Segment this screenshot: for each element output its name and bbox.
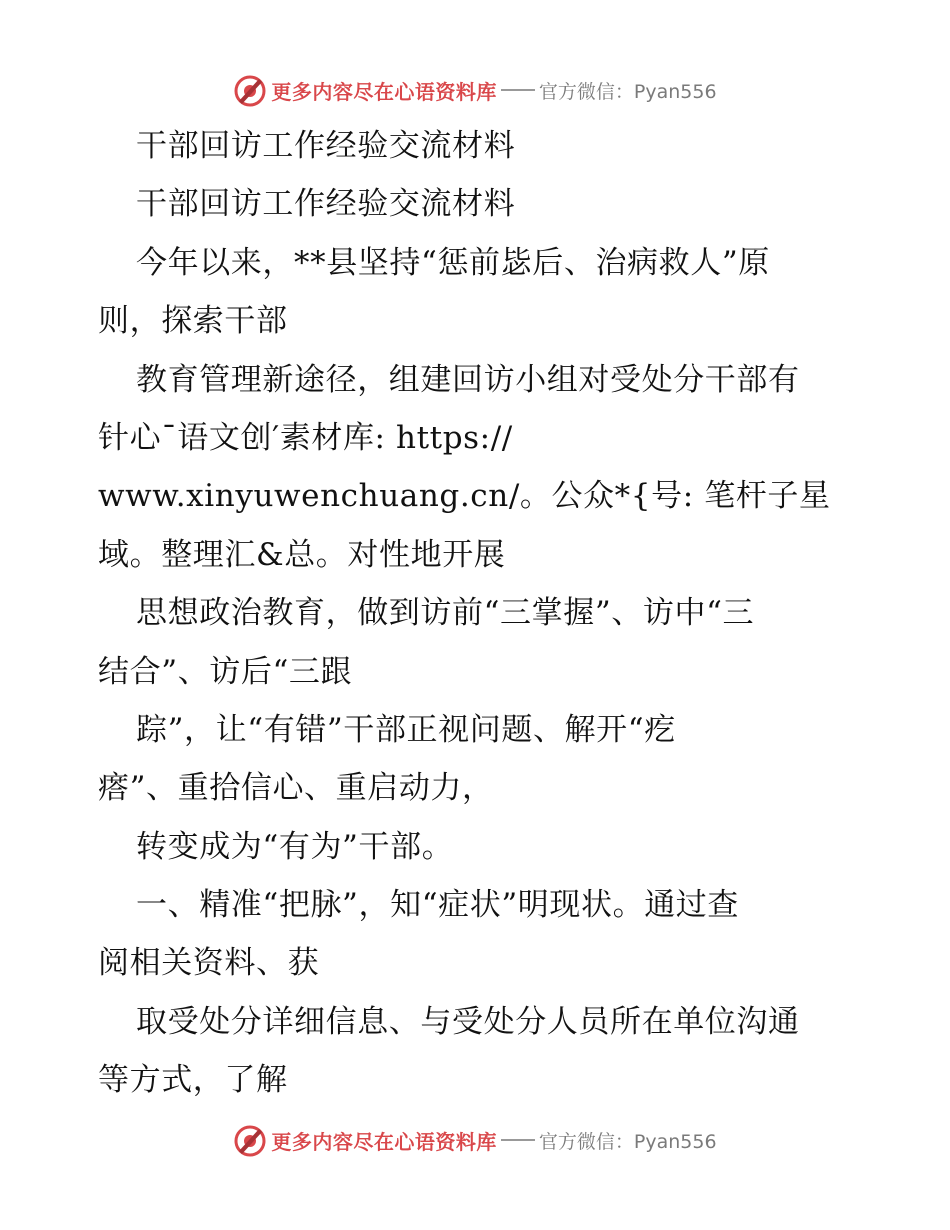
brand-text: 更多内容尽在心语资料库 (271, 79, 497, 104)
paragraph-line: 教育管理新途径，组建回访小组对受处分干部有 (136, 361, 800, 398)
banner-divider (501, 89, 535, 91)
paragraph-line: 转变成为“有为”干部。 (136, 828, 454, 865)
paragraph-line: 阅相关资料、获 (98, 945, 320, 982)
paragraph-line: 思想政治教育，做到访前“三掌握”、访中“三 (136, 595, 755, 632)
document-body (98, 117, 858, 1110)
paragraph-line: 瘩”、重拾信心、重启动力， (98, 770, 494, 807)
paragraph-line: 结合”、访后“三跟 (98, 653, 353, 690)
paragraph-line: 针心¯语文创′素材库: https:// (98, 419, 513, 456)
brand-logo-icon (233, 1123, 267, 1157)
contact-text: 官方微信：Pyan556 (538, 1130, 717, 1153)
paragraph-line: 则，探索干部 (98, 303, 288, 340)
brand-text: 更多内容尽在心语资料库 (271, 1129, 497, 1154)
paragraph-line: www.xinyuwenchuang.cn/。公众*{号: 笔杆子星 (98, 478, 831, 515)
section-heading-line: 一、精准“把脉”，知“症状”明现状。通过查 (136, 887, 739, 924)
brand-logo-icon (233, 73, 267, 107)
doc-title: 干部回访工作经验交流材料 (136, 128, 516, 164)
header-banner (0, 70, 950, 110)
banner-divider (501, 1139, 535, 1141)
paragraph-line: 踪”，让“有错”干部正视问题、解开“疙 (136, 711, 676, 748)
paragraph-line: 等方式，了解 (98, 1062, 288, 1099)
paragraph-line: 取受处分详细信息、与受处分人员所在单位沟通 (136, 1003, 800, 1040)
paragraph-line: 今年以来，**县坚持“惩前毖后、治病救人”原 (136, 244, 770, 281)
footer-banner (0, 1120, 950, 1160)
doc-subtitle: 干部回访工作经验交流材料 (136, 186, 516, 223)
paragraph-line: 域。整理汇&总。对性地开展 (98, 536, 506, 573)
contact-text: 官方微信：Pyan556 (538, 80, 717, 103)
